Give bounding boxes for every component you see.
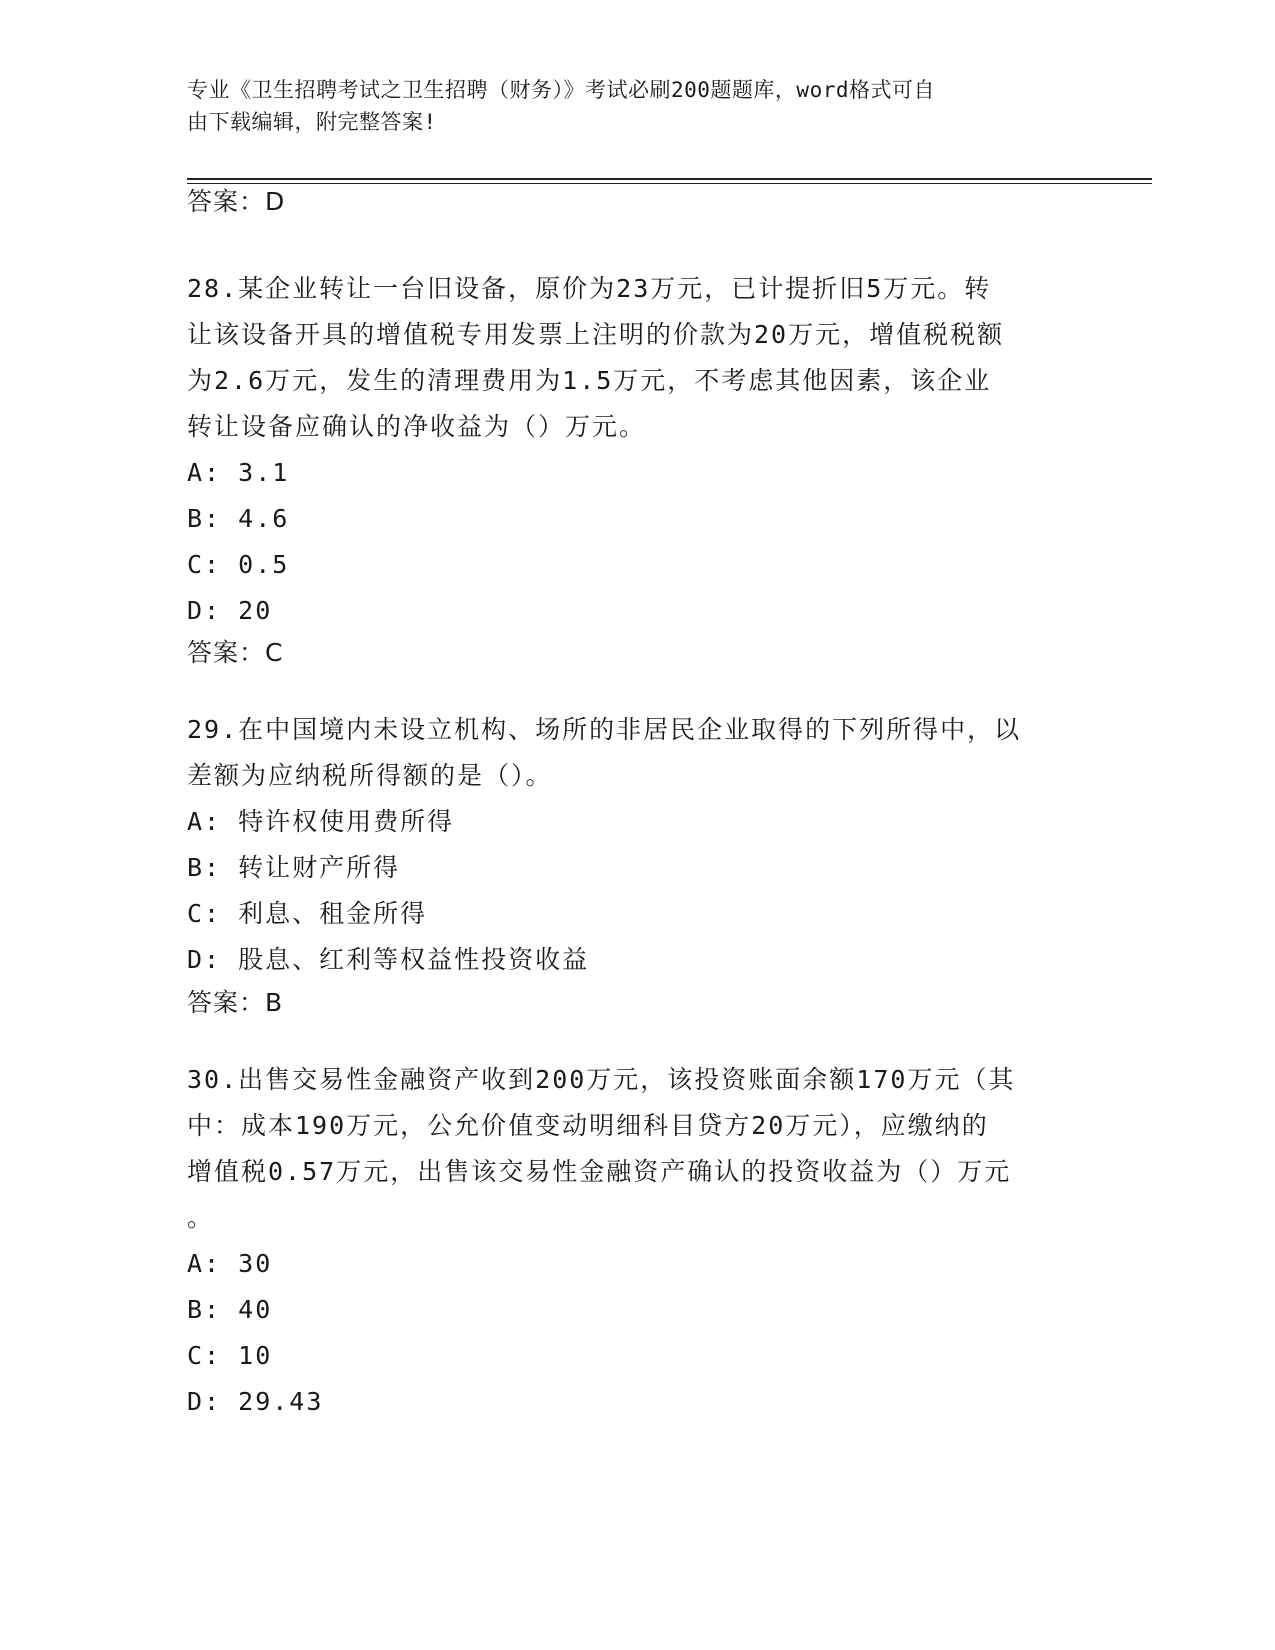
header-line-1: 专业《卫生招聘考试之卫生招聘（财务）》考试必刷200题题库，word格式可自: [187, 78, 935, 102]
option-a: A: 3.1: [187, 458, 290, 487]
stem-line: 28.某企业转让一台旧设备，原价为23万元，已计提折旧5万元。转: [187, 274, 992, 303]
option-d: D: 20: [187, 596, 273, 625]
question-29-answer: 答案：B: [187, 988, 284, 1017]
stem-line: 增值税0.57万元，出售该交易性金融资产确认的投资收益为（）万元: [187, 1157, 1012, 1186]
option-a: A: 特许权使用费所得: [187, 807, 455, 836]
question-stem: [187, 266, 1067, 450]
stem-line: 让该设备开具的增值税专用发票上注明的价款为20万元，增值税税额: [187, 320, 1005, 349]
previous-answer: 答案：D: [187, 187, 286, 216]
stem-line: 转让设备应确认的净收益为（）万元。: [187, 412, 647, 441]
option-b: B: 4.6: [187, 504, 290, 533]
question-30: [187, 1057, 1067, 1425]
question-28: [187, 266, 1067, 634]
stem-line: 。: [187, 1203, 215, 1232]
option-b: B: 转让财产所得: [187, 853, 401, 882]
stem-line: 为2.6万元，发生的清理费用为1.5万元，不考虑其他因素，该企业: [187, 366, 992, 395]
question-stem: [187, 707, 1067, 799]
option-a: A: 30: [187, 1249, 273, 1278]
question-stem: [187, 1057, 1067, 1241]
option-c: C: 利息、租金所得: [187, 899, 428, 928]
header-divider-thin: [187, 183, 1152, 184]
question-28-answer: 答案：C: [187, 638, 284, 667]
stem-line: 差额为应纳税所得额的是（）。: [187, 761, 553, 790]
stem-line: 29.在中国境内未设立机构、场所的非居民企业取得的下列所得中，以: [187, 715, 1022, 744]
option-d: D: 29.43: [187, 1387, 324, 1416]
header-line-2: 由下载编辑，附完整答案!: [187, 110, 437, 134]
header-divider-thick: [187, 178, 1152, 180]
stem-line: 30.出售交易性金融资产收到200万元，该投资账面余额170万元（其: [187, 1065, 1016, 1094]
document-header: [187, 74, 1067, 138]
stem-line: 中：成本190万元，公允价值变动明细科目贷方20万元），应缴纳的: [187, 1111, 989, 1140]
option-b: B: 40: [187, 1295, 273, 1324]
question-29: [187, 707, 1067, 983]
option-c: C: 0.5: [187, 550, 290, 579]
option-c: C: 10: [187, 1341, 273, 1370]
option-d: D: 股息、红利等权益性投资收益: [187, 945, 590, 974]
